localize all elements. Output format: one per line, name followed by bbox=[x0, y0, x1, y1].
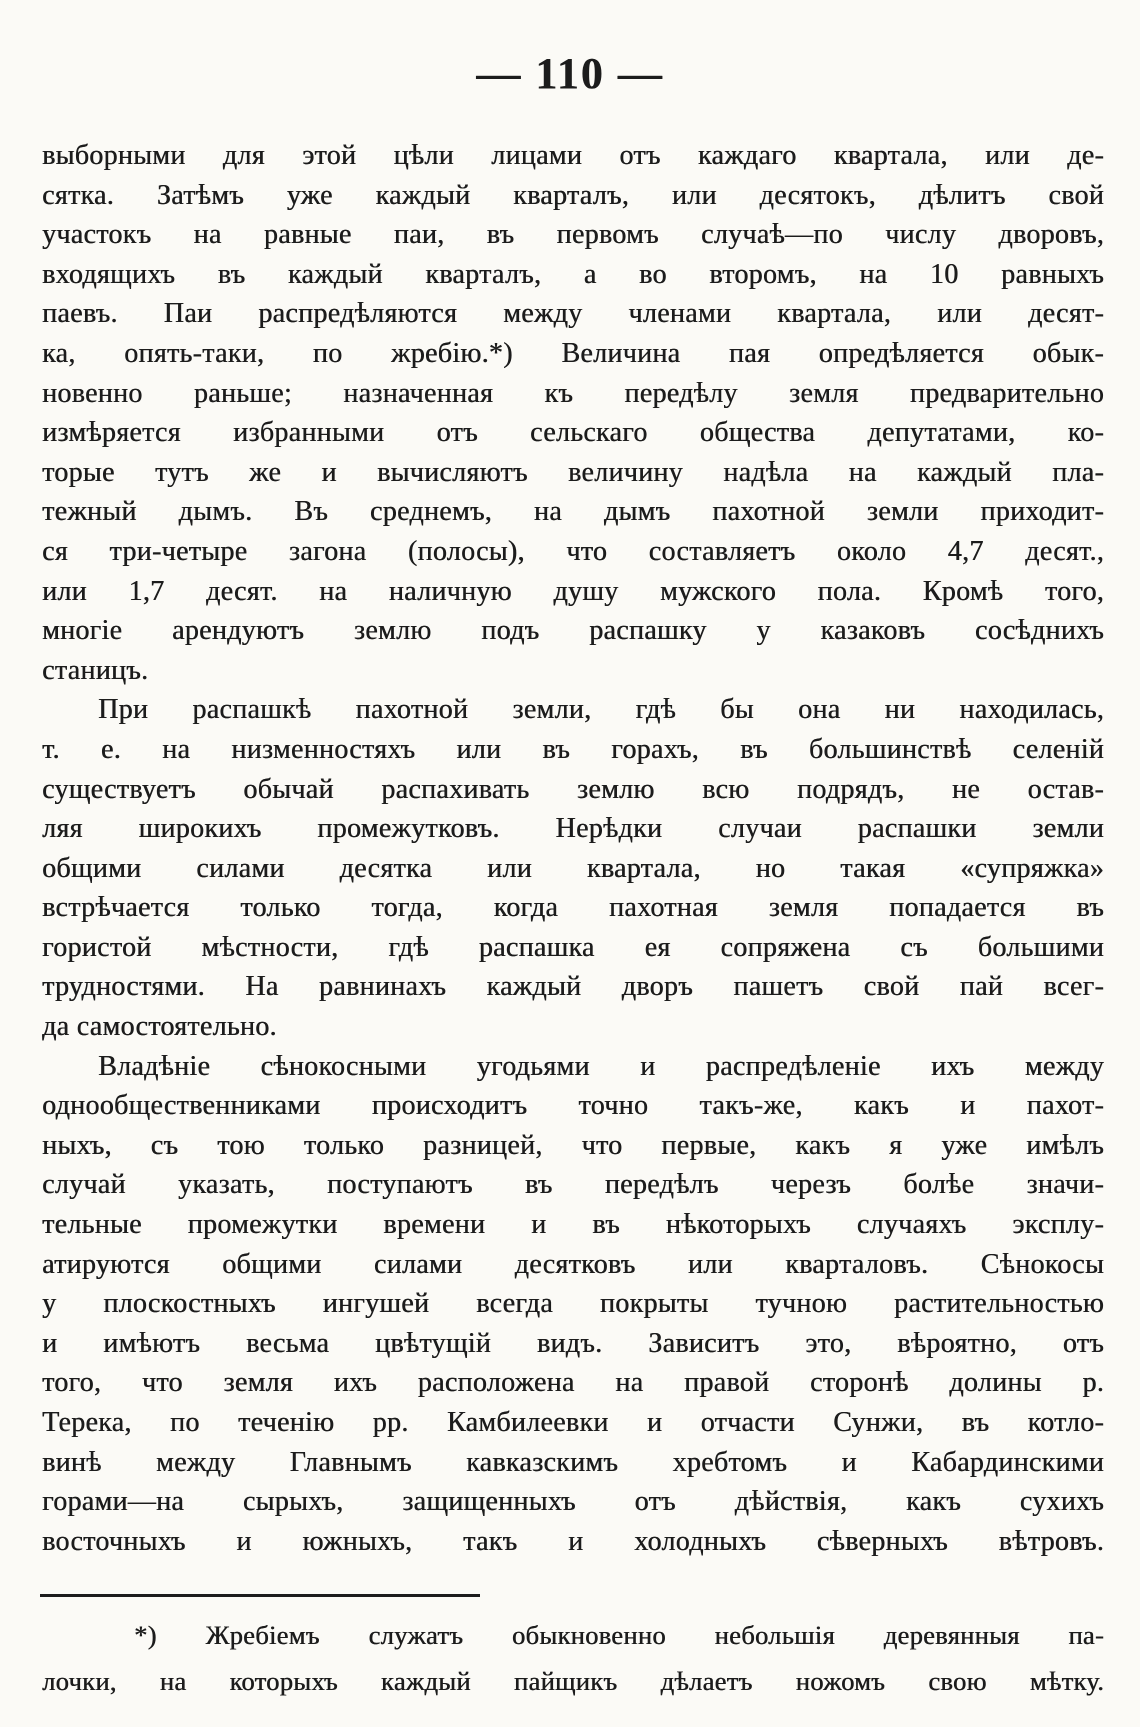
footnote-separator-rule bbox=[40, 1594, 480, 1597]
text-line: т. е. на низменностяхъ или въ горахъ, въ большинствѣ селеній bbox=[42, 733, 1104, 765]
page-body bbox=[42, 136, 1104, 1561]
text-line: сятка. Затѣмъ уже каждый кварталъ, или десятокъ, дѣлитъ свой bbox=[42, 179, 1104, 211]
text-line: многіе арендуютъ землю подъ распашку у казаковъ сосѣднихъ bbox=[42, 615, 1104, 647]
text-line: винѣ между Главнымъ кавказскимъ хребтомъ и Кабардинскими bbox=[42, 1446, 1104, 1478]
text-line: измѣряется избранными отъ сельскаго общества депутатами, ко- bbox=[42, 417, 1104, 449]
paragraph bbox=[42, 1047, 1104, 1562]
text-line: ляя широкихъ промежутковъ. Нерѣдки случаи распашки земли bbox=[42, 813, 1104, 845]
text-line: входящихъ въ каждый кварталъ, а во второмъ, на 10 равныхъ bbox=[42, 258, 1104, 290]
text-line: выборными для этой цѣли лицами отъ каждаго квартала, или де- bbox=[42, 140, 1104, 171]
text-line: встрѣчается только тогда, когда пахотная земля попадается въ bbox=[42, 892, 1104, 924]
text-line: и имѣютъ весьма цвѣтущій видъ. Зависитъ это, вѣроятно, отъ bbox=[42, 1327, 1104, 1359]
text-line: существуетъ обычай распахивать землю всю подрядъ, не остав- bbox=[42, 773, 1104, 805]
paragraph bbox=[42, 690, 1104, 1046]
text-line: Терека, по теченію рр. Камбилеевки и отчасти Сунжи, въ котло- bbox=[42, 1407, 1104, 1438]
footnote-line: лочки, на которыхъ каждый пайщикъ дѣлаетъ ножомъ свою мѣтку. bbox=[42, 1666, 1104, 1696]
text-line: ныхъ, съ тою только разницей, что первые, какъ я уже имѣлъ bbox=[42, 1129, 1104, 1161]
paragraph bbox=[42, 136, 1104, 690]
text-line: гористой мѣстности, гдѣ распашка ея сопряжена съ большими bbox=[42, 931, 1104, 963]
text-line: трудностями. На равнинахъ каждый дворъ пашетъ свой пай всег- bbox=[42, 971, 1104, 1003]
text-line: у плоскостныхъ ингушей всегда покрыты тучною растительностью bbox=[42, 1288, 1104, 1320]
text-line: участокъ на равные паи, въ первомъ случаѣ—по числу дворовъ, bbox=[42, 219, 1104, 251]
text-line: паевъ. Паи распредѣляются между членами квартала, или десят- bbox=[42, 298, 1104, 330]
text-line: однообщественниками происходитъ точно такъ-же, какъ и пахот- bbox=[42, 1090, 1104, 1122]
text-line: Владѣніе сѣнокосными угодьями и распредѣленіе ихъ между bbox=[98, 1050, 1104, 1082]
text-line: да самостоятельно. bbox=[42, 1011, 277, 1043]
text-line: или 1,7 десят. на наличную душу мужского пола. Кромѣ того, bbox=[42, 575, 1104, 607]
text-line: восточныхъ и южныхъ, такъ и холодныхъ сѣверныхъ вѣтровъ. bbox=[42, 1525, 1104, 1557]
page-number: — 110 — bbox=[476, 49, 664, 98]
text-line: новенно раньше; назначенная къ передѣлу земля предварительно bbox=[42, 377, 1104, 409]
text-line: случай указать, поступаютъ въ передѣлъ черезъ болѣе значи- bbox=[42, 1169, 1104, 1201]
text-line: станицъ. bbox=[42, 654, 149, 686]
text-line: ка, опять-таки, по жребію.*) Величина пая опредѣляется обык- bbox=[42, 337, 1104, 369]
text-line: атируются общими силами десятковъ или кварталовъ. Сѣнокосы bbox=[42, 1248, 1104, 1280]
text-line: тельные промежутки времени и въ нѣкоторыхъ случаяхъ эксплу- bbox=[42, 1209, 1104, 1241]
text-line: При распашкѣ пахотной земли, гдѣ бы она ни находилась, bbox=[98, 694, 1104, 726]
text-line: торые тутъ же и вычисляютъ величину надѣла на каждый пла- bbox=[42, 456, 1104, 488]
footnote bbox=[42, 1612, 1104, 1704]
text-line: ся три-четыре загона (полосы), что составляетъ около 4,7 десят., bbox=[42, 535, 1104, 567]
text-line: того, что земля ихъ расположена на правой сторонѣ долины р. bbox=[42, 1367, 1104, 1399]
text-line: общими силами десятка или квартала, но такая «супряжка» bbox=[42, 852, 1104, 884]
footnote-line: *) Жребіемъ служатъ обыкновенно небольшія деревянныя па- bbox=[134, 1620, 1104, 1650]
text-line: тежный дымъ. Въ среднемъ, на дымъ пахотной земли приходит- bbox=[42, 496, 1104, 528]
text-line: горами—на сырыхъ, защищенныхъ отъ дѣйствія, какъ сухихъ bbox=[42, 1486, 1104, 1518]
